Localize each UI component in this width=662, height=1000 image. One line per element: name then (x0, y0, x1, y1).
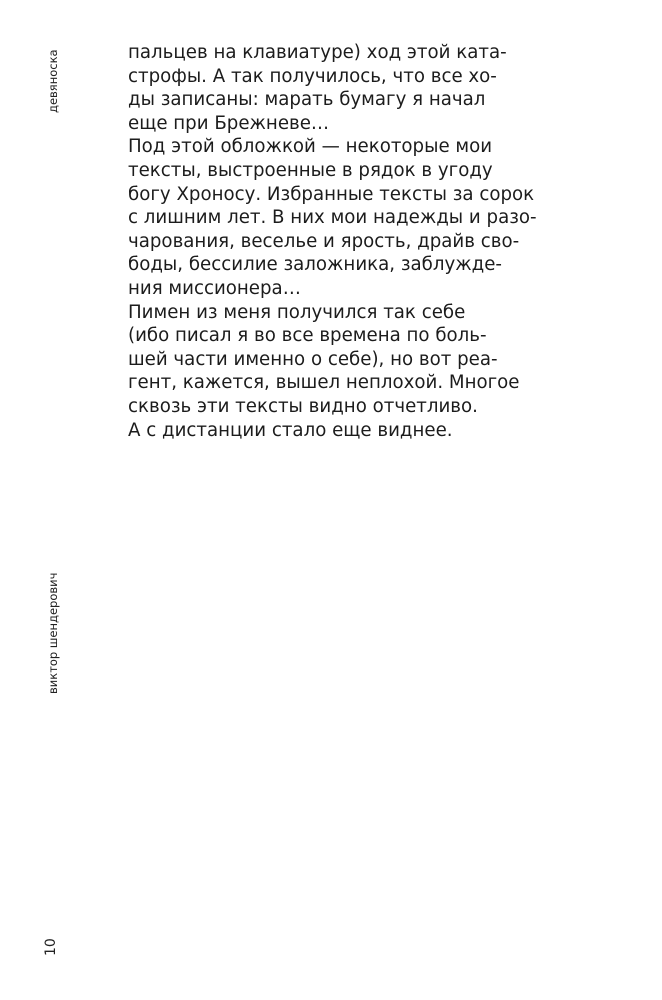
text-line: пальцев на клавиатуре) ход этой ката- (128, 42, 507, 63)
page-number: 10 (43, 938, 59, 956)
text-line: Под этой обложкой — некоторые мои (128, 136, 493, 158)
text-line: чарования, веселье и ярость, драйв сво- (128, 230, 520, 252)
text-line: богу Хроносу. Избранные тексты за сорок (128, 183, 535, 205)
text-line: Пимен из меня получился так себе (128, 301, 466, 323)
running-head-book-title: девяноска (46, 49, 60, 113)
text-line: еще при Брежневе… (128, 112, 330, 134)
text-line: строфы. А так получилось, что все хо- (128, 65, 497, 87)
text-line: ния миссионера… (128, 277, 301, 299)
text-line: ды записаны: марать бумагу я начал (128, 89, 486, 111)
text-line: шей части именно о себе), но вот реа- (128, 348, 498, 370)
text-line: боды, бессилие заложника, заблужде- (128, 254, 502, 276)
text-line: А с дистанции стало еще виднее. (128, 419, 453, 441)
body-text (128, 41, 568, 442)
text-line: тексты, выстроенные в рядок в угоду (128, 159, 493, 181)
text-line: гент, кажется, вышел неплохой. Многое (128, 372, 520, 394)
text-line: (ибо писал я во все времена по боль- (128, 325, 487, 347)
text-line: сквозь эти тексты видно отчетливо. (128, 395, 478, 417)
text-line: с лишним лет. В них мои надежды и разо- (128, 207, 537, 229)
running-head-author: виктор шендерович (46, 572, 60, 694)
